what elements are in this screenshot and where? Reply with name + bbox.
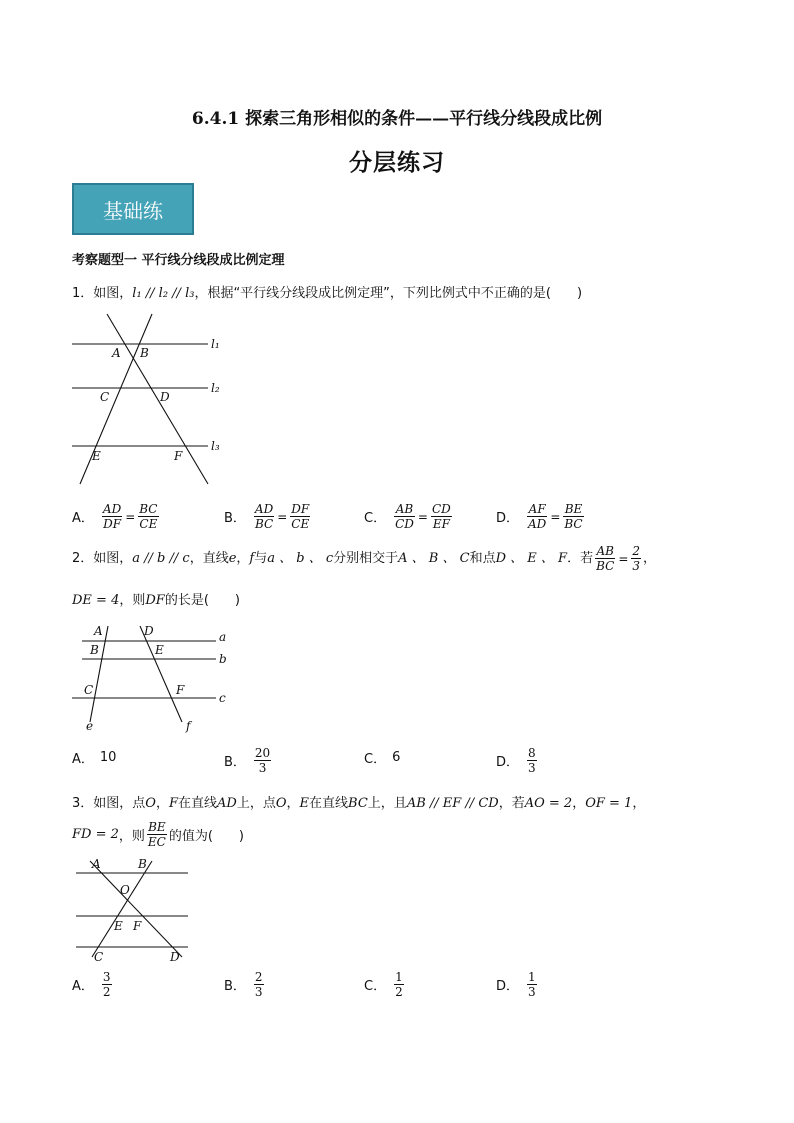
q2-option-c[interactable]: C． 6	[364, 750, 401, 767]
q1-label-C: C	[100, 390, 110, 404]
q3-figure	[70, 853, 200, 968]
q2-line-e	[90, 626, 108, 722]
question-3-stem-line1: 3．如图，点O，F在直线AD上，点O，E在直线BC上，且AB // EF // CD，若AO = 2，OF = 1，	[72, 796, 646, 811]
q1-transversal-1	[80, 314, 152, 484]
q3-label-A: A	[92, 857, 101, 871]
q2-label-E: E	[155, 643, 164, 657]
q1-label-l1: l₁	[211, 337, 220, 351]
q3-label-C: C	[94, 950, 104, 964]
q1-option-c[interactable]: C． $\frac{AB}{CD}$ = $\frac{CD}{EF}$	[364, 502, 451, 531]
q2-label-e: e	[86, 719, 94, 733]
q2-label-D: D	[144, 624, 154, 638]
q2-label-B: B	[90, 643, 99, 657]
q3-option-b[interactable]: B． $\frac{2}{3}$	[224, 970, 263, 999]
q1-transversal-2	[107, 314, 208, 484]
q1-label-E: E	[92, 449, 101, 463]
q2-option-a[interactable]: A． 10	[72, 750, 117, 767]
q2-figure	[70, 620, 240, 735]
q2-label-A: A	[94, 624, 103, 638]
document-title: 6.4.1 探索三角形相似的条件——平行线分线段成比例	[191, 109, 603, 129]
q3-option-d[interactable]: D． $\frac{1}{3}$	[496, 970, 536, 999]
q2-label-c: c	[219, 691, 226, 705]
q3-label-F: F	[133, 919, 142, 933]
q2-label-b: b	[219, 652, 227, 666]
q1-number: 1．如图，	[72, 286, 133, 301]
question-2-stem-line1: 2．如图，a // b // c，直线e，f与a 、 b 、 c分别相交于A 、 B 、 C和点D 、 E 、 F．若 $\frac{AB}{BC}$ = $\frac{2}{3}$ ，	[72, 544, 657, 573]
q1-label-l3: l₃	[211, 439, 220, 453]
q1-label-A: A	[112, 346, 121, 360]
q2-label-C: C	[84, 683, 94, 697]
level-badge: 基础练	[72, 183, 194, 235]
q3-label-O: O	[120, 883, 130, 897]
q1-text: ，根据“平行线分线段成比例定理”，下列比例式中不正确的是( )	[194, 286, 583, 301]
q2-label-f: f	[186, 719, 191, 733]
q1-label-F: F	[174, 449, 183, 463]
q1-label-l2: l₂	[211, 381, 220, 395]
q3-label-E: E	[114, 919, 123, 933]
q1-option-a[interactable]: A． $\frac{AD}{DF}$ = $\frac{BC}{CE}$	[72, 502, 158, 531]
q2-option-d[interactable]: D． $\frac{8}{3}$	[496, 746, 536, 775]
q3-option-a[interactable]: A． $\frac{3}{2}$	[72, 970, 111, 999]
q1-label-D: D	[160, 390, 170, 404]
q3-option-c[interactable]: C． $\frac{1}{2}$	[364, 970, 403, 999]
q3-label-B: B	[138, 857, 147, 871]
document-subtitle: 分层练习	[349, 149, 445, 176]
q2-label-a: a	[219, 630, 227, 644]
question-3-stem-line2: FD = 2，则 $\frac{BE}{EC}$ 的值为( )	[72, 820, 244, 849]
q3-label-D: D	[170, 950, 180, 964]
q1-option-b[interactable]: B． $\frac{AD}{BC}$ = $\frac{DF}{CE}$	[224, 502, 310, 531]
q3-line-ad	[90, 861, 182, 957]
q1-label-B: B	[140, 346, 149, 360]
q1-figure	[70, 308, 240, 488]
q1-option-d[interactable]: D． $\frac{AF}{AD}$ = $\frac{BE}{BC}$	[496, 502, 583, 531]
q3-line-bc	[92, 861, 152, 957]
q1-condition: l₁ // l₂ // l₃	[132, 286, 195, 301]
q2-line-f	[140, 626, 182, 722]
section-heading: 考察题型一 平行线分线段成比例定理	[72, 253, 285, 268]
q2-option-b[interactable]: B． $\frac{20}{3}$	[224, 746, 271, 775]
q2-label-F: F	[176, 683, 185, 697]
question-1-stem	[72, 282, 582, 301]
question-2-stem-line2: DE = 4，则DF的长是( )	[72, 593, 240, 608]
